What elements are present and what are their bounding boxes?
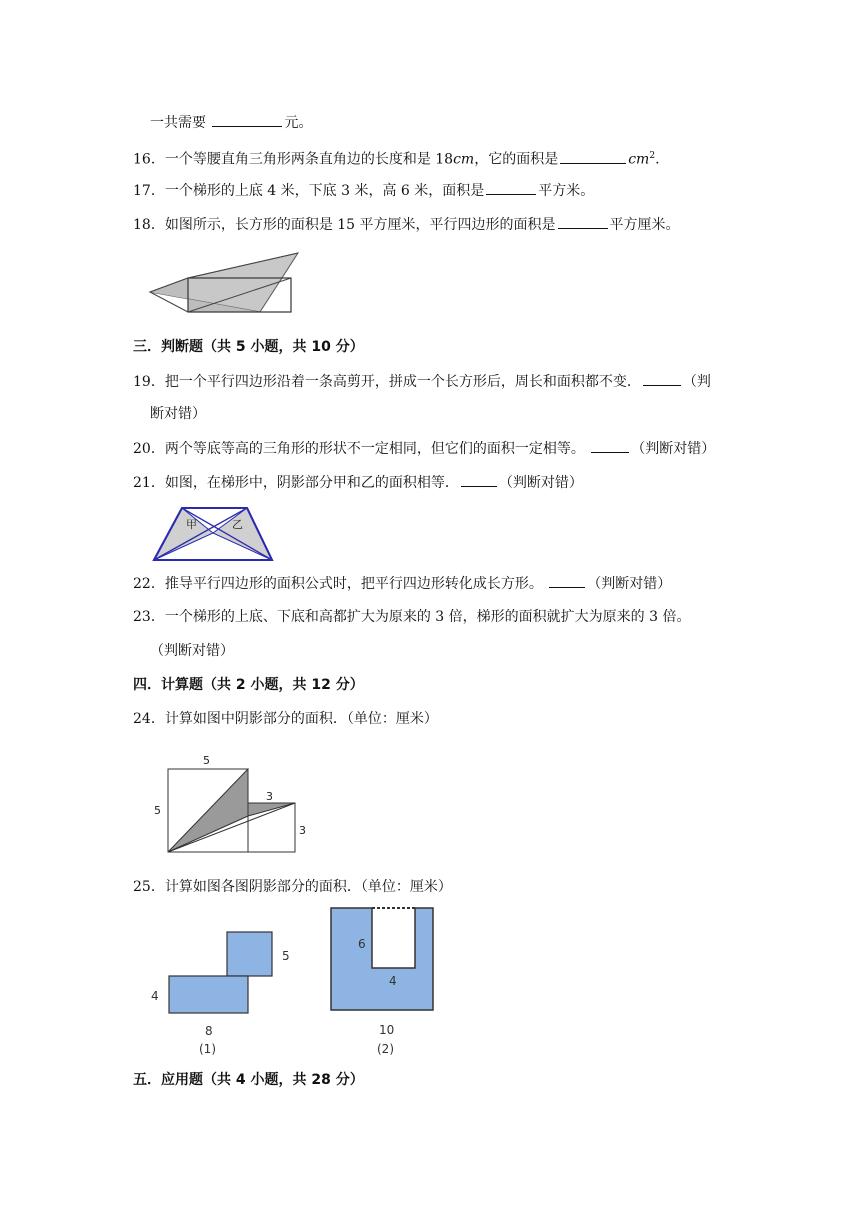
answer-blank[interactable] xyxy=(558,214,608,229)
caption-2: (2) xyxy=(377,1042,394,1056)
question-20: 20．两个等底等高的三角形的形状不一定相同，但它们的面积一定相等。 （判断对错） xyxy=(133,438,715,459)
label-8: 8 xyxy=(205,1024,213,1038)
label-5: 5 xyxy=(282,949,290,963)
question-19-cont: 断对错） xyxy=(150,406,206,422)
answer-blank[interactable] xyxy=(643,371,681,386)
label-jia: 甲 xyxy=(186,518,197,531)
section-5-heading: 五．应用题（共 4 小题，共 28 分） xyxy=(133,1072,364,1088)
question-18: 18．如图所示，长方形的面积是 15 平方厘米，平行四边形的面积是 平方厘米。 xyxy=(133,214,680,235)
answer-blank[interactable] xyxy=(549,573,585,588)
rectangle-8x4 xyxy=(169,976,248,1013)
label-10: 10 xyxy=(379,1023,395,1037)
label-small-right-3: 3 xyxy=(299,824,306,837)
q18-figure xyxy=(148,250,308,325)
question-24: 24．计算如图中阴影部分的面积．（单位：厘米） xyxy=(133,711,438,727)
question-16: 16．一个等腰直角三角形两条直角边的长度和是 18cm，它的面积是 $cm^2$. xyxy=(133,146,660,170)
label-small-top-3: 3 xyxy=(266,790,273,803)
question-21: 21．如图，在梯形中，阴影部分甲和乙的面积相等． （判断对错） xyxy=(133,472,583,493)
section-3-heading: 三．判断题（共 5 小题，共 10 分） xyxy=(133,339,364,355)
answer-blank[interactable] xyxy=(486,180,536,195)
question-23: 23．一个梯形的上底、下底和高都扩大为原来的 3 倍，梯形的面积就扩大为原来的 3 倍。 xyxy=(133,609,691,625)
question-23-cont: （判断对错） xyxy=(150,643,234,659)
q15-continuation: 一共需要 元。 xyxy=(150,112,312,133)
q25-figure-2 xyxy=(325,903,445,1060)
question-25: 25．计算如图各图阴影部分的面积．（单位：厘米） xyxy=(133,879,452,895)
label-top-5: 5 xyxy=(203,754,210,767)
square-5 xyxy=(227,932,272,976)
label-4: 4 xyxy=(151,989,159,1003)
shaded-u-shape xyxy=(331,908,433,1010)
question-17: 17．一个梯形的上底 4 米，下底 3 米，高 6 米，面积是 平方米。 xyxy=(133,180,594,201)
question-22: 22．推导平行四边形的面积公式时，把平行四边形转化成长方形。 （判断对错） xyxy=(133,573,671,594)
shaded-triangle-2 xyxy=(248,803,295,816)
label-4: 4 xyxy=(389,974,397,988)
shaded-region-b xyxy=(213,508,272,560)
label-yi: 乙 xyxy=(232,518,243,531)
question-19: 19．把一个平行四边形沿着一条高剪开，拼成一个长方形后，周长和面积都不变． （判 xyxy=(133,371,711,392)
label-6: 6 xyxy=(358,937,366,951)
shaded-triangle-1 xyxy=(168,769,248,852)
answer-blank[interactable] xyxy=(560,149,626,164)
q25-figure-1 xyxy=(145,925,295,1060)
answer-blank[interactable] xyxy=(461,472,497,487)
answer-blank[interactable] xyxy=(212,112,282,127)
caption-1: (1) xyxy=(199,1042,216,1056)
answer-blank[interactable] xyxy=(591,438,629,453)
section-4-heading: 四．计算题（共 2 小题，共 12 分） xyxy=(133,677,364,693)
q24-figure xyxy=(150,750,315,860)
label-left-5: 5 xyxy=(154,804,161,817)
q21-trapezoid-figure xyxy=(152,505,277,563)
shaded-region-a xyxy=(154,508,213,560)
